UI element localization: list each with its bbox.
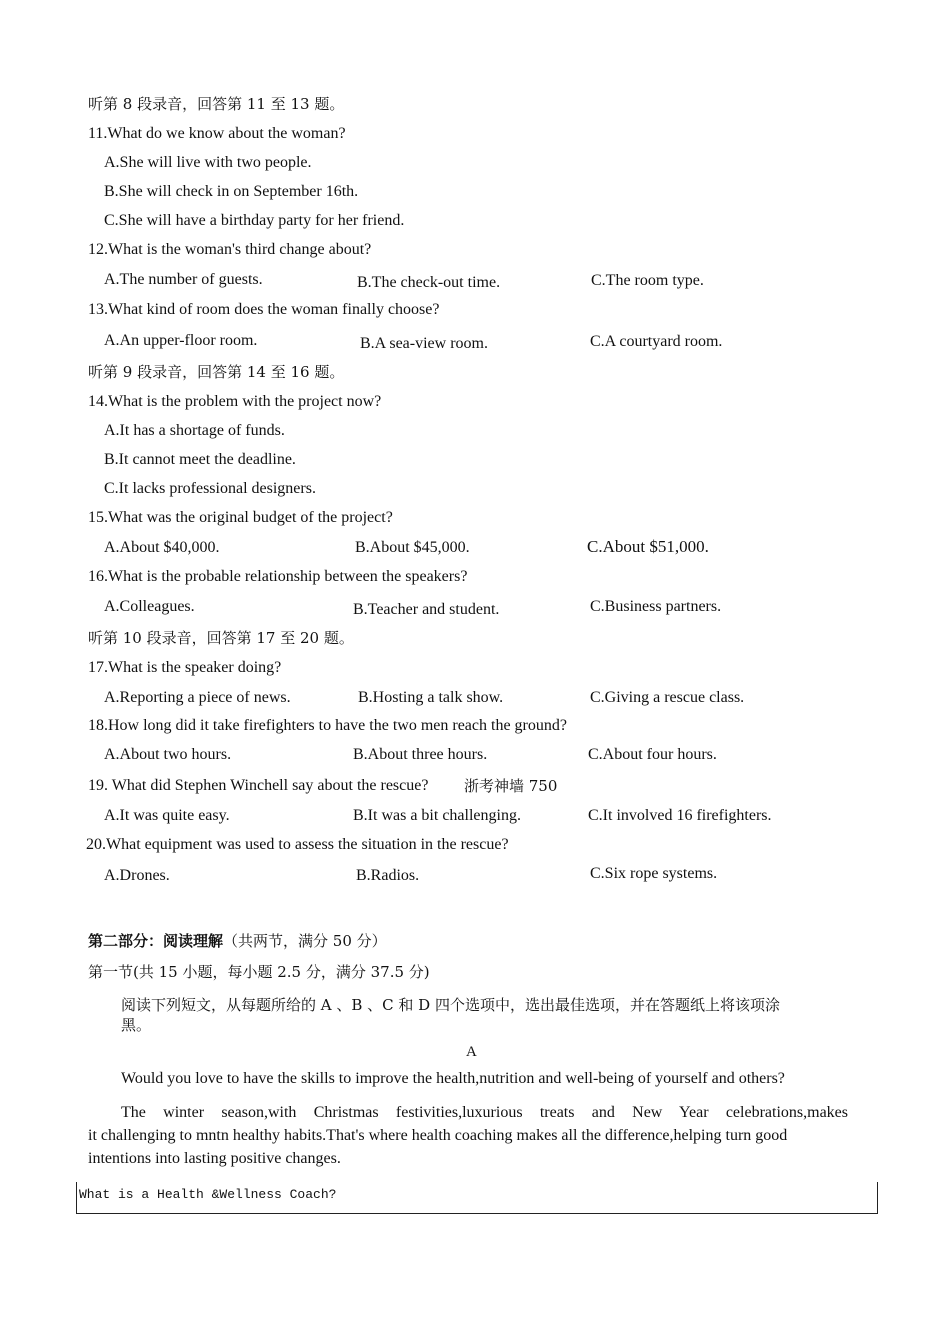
section-box <box>76 1182 878 1214</box>
q14-option-c: C.It lacks professional designers. <box>104 480 316 497</box>
q17-option-c: C.Giving a rescue class. <box>590 689 745 706</box>
q18-option-c: C.About four hours. <box>588 746 717 763</box>
question-20: 20.What equipment was used to assess the situation in the rescue? <box>86 836 509 853</box>
q19-option-b: B.It was a bit challenging. <box>353 807 521 824</box>
question-12: 12.What is the woman's third change about? <box>88 241 372 258</box>
passage-paragraph-2 <box>88 1101 848 1170</box>
paragraph-2-line-3: intentions into lasting positive changes. <box>88 1150 341 1167</box>
q13-option-a: A.An upper-floor room. <box>104 332 258 349</box>
part-2-title <box>88 931 387 951</box>
part-2-title-score: （共两节，满分 50 分） <box>223 932 387 950</box>
question-14: 14.What is the problem with the project now? <box>88 393 382 410</box>
q12-option-a: A.The number of guests. <box>104 271 263 288</box>
passage-label: A <box>466 1044 477 1060</box>
box-heading: What is a Health &Wellness Coach? <box>79 1187 337 1202</box>
question-18: 18.How long did it take firefighters to have the two men reach the ground? <box>88 717 567 734</box>
question-19: 19. What did Stephen Winchell say about the rescue? <box>88 777 429 794</box>
question-16: 16.What is the probable relationship between the speakers? <box>88 568 468 585</box>
q20-option-b: B.Radios. <box>356 867 420 884</box>
instructions-line-2: 黑。 <box>121 1016 152 1034</box>
q20-option-c: C.Six rope systems. <box>590 865 718 882</box>
paragraph-2-line-2: it challenging to mntn healthy habits.That's where health coaching makes all the difference,helping turn good <box>88 1127 788 1144</box>
q12-option-c: C.The room type. <box>591 272 704 289</box>
q16-option-c: C.Business partners. <box>590 598 722 615</box>
question-11: 11.What do we know about the woman? <box>88 125 346 142</box>
q13-option-c: C.A courtyard room. <box>590 333 723 350</box>
q13-option-b: B.A sea-view room. <box>360 335 488 352</box>
passage-paragraph-1: Would you love to have the skills to improve the health,nutrition and well-being of yourself and others? <box>121 1070 785 1087</box>
section-10-heading: 听第 10 段录音，回答第 17 至 20 题。 <box>88 629 354 647</box>
q19-option-c: C.It involved 16 firefighters. <box>588 807 772 824</box>
q17-option-a: A.Reporting a piece of news. <box>104 689 291 706</box>
section-9-heading: 听第 9 段录音，回答第 14 至 16 题。 <box>88 363 345 381</box>
q16-option-b: B.Teacher and student. <box>353 601 500 618</box>
part-2-title-bold: 第二部分：阅读理解 <box>88 932 224 950</box>
watermark-text: 浙考神墙 750 <box>464 777 558 795</box>
q14-option-b: B.It cannot meet the deadline. <box>104 451 296 468</box>
q19-option-a: A.It was quite easy. <box>104 807 230 824</box>
question-15: 15.What was the original budget of the project? <box>88 509 393 526</box>
q12-option-b: B.The check-out time. <box>357 274 501 291</box>
q18-option-b: B.About three hours. <box>353 746 488 763</box>
q15-option-a: A.About $40,000. <box>104 539 220 556</box>
question-13: 13.What kind of room does the woman finally choose? <box>88 301 440 318</box>
paragraph-2-line-1: The winter season,with Christmas festivities,luxurious treats and New Year celebrations,makes <box>121 1104 848 1121</box>
instructions-line-1: 阅读下列短文，从每题所给的 A 、B 、C 和 D 四个选项中，选出最佳选项，并在答题纸上将该项涂 <box>121 996 780 1014</box>
q16-option-a: A.Colleagues. <box>104 598 195 615</box>
section-8-heading: 听第 8 段录音，回答第 11 至 13 题。 <box>88 95 345 113</box>
q17-option-b: B.Hosting a talk show. <box>358 689 504 706</box>
q20-option-a: A.Drones. <box>104 867 170 884</box>
q11-option-c: C.She will have a birthday party for her friend. <box>104 212 405 229</box>
q14-option-a: A.It has a shortage of funds. <box>104 422 285 439</box>
question-17: 17.What is the speaker doing? <box>88 659 282 676</box>
q11-option-a: A.She will live with two people. <box>104 154 312 171</box>
section-1-heading: 第一节(共 15 小题，每小题 2.5 分，满分 37.5 分) <box>88 963 430 981</box>
q15-option-b: B.About $45,000. <box>355 539 470 556</box>
q18-option-a: A.About two hours. <box>104 746 232 763</box>
q15-option-c: C.About $51,000. <box>587 537 709 556</box>
q11-option-b: B.She will check in on September 16th. <box>104 183 359 200</box>
